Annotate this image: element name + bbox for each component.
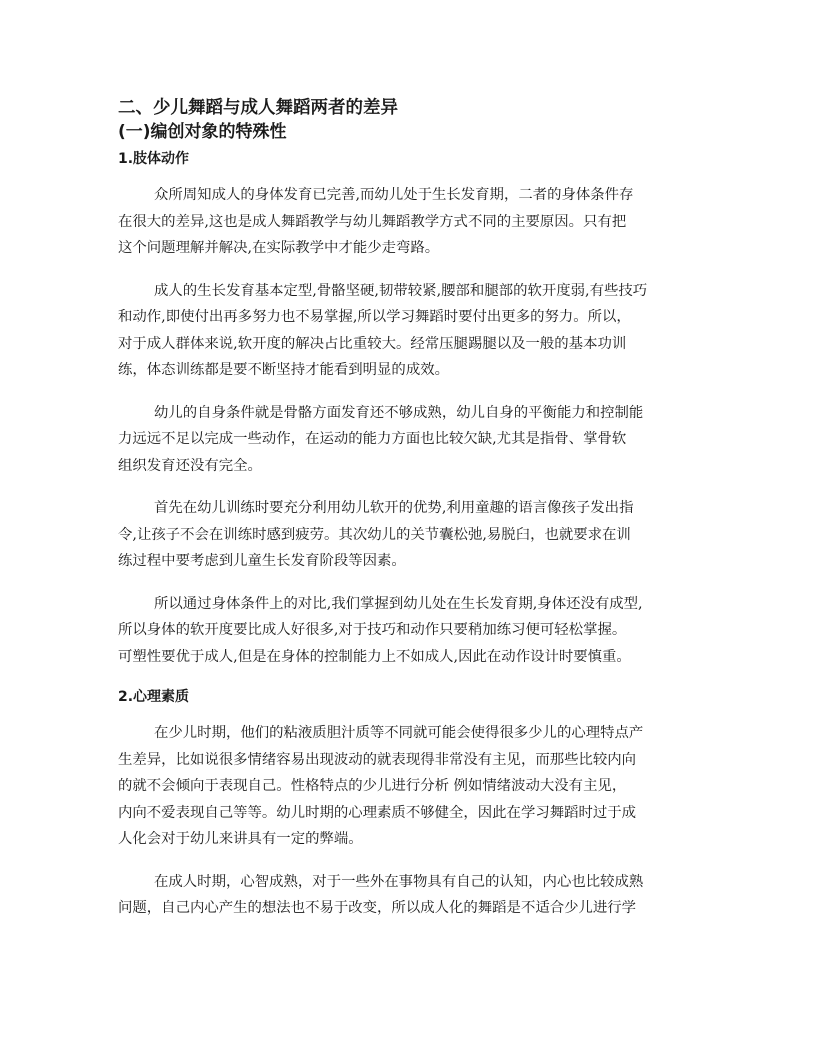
paragraph [118,495,688,575]
paragraph-line: 令,让孩子不会在训练时感到疲劳。其次幼儿的关节囊松弛,易脱臼，也就要求在训 [118,526,631,543]
paragraph-line: 成人的生长发育基本定型,骨骼坚硬,韧带较紧,腰部和腿部的软开度弱,有些技巧 [154,282,648,299]
paragraph-line: 组织发育还没有完全。 [118,457,262,474]
paragraph-line: 可塑性要优于成人,但是在身体的控制能力上不如成人,因此在动作设计时要慎重。 [118,648,631,665]
topic-heading-psychology: 2.心理素质 [118,689,190,705]
paragraph [118,591,688,671]
subsection-heading: (一)编创对象的特殊性 [118,122,287,142]
document-body [118,96,688,922]
paragraph-line: 对于成人群体来说,软开度的解决占比重较大。经常压腿踢腿以及一般的基本功训 [118,335,627,352]
paragraph-line: 所以通过身体条件上的对比,我们掌握到幼儿处在生长发育期,身体还没有成型, [154,595,643,612]
paragraph-line: 练，体态训练都是要不断坚持才能看到明显的成效。 [118,362,449,378]
paragraph-line: 和动作,即使付出再多努力也不易掌握,所以学习舞蹈时要付出更多的努力。所以， [118,309,631,325]
paragraph-line: 在很大的差异,这也是成人舞蹈教学与幼儿舞蹈教学方式不同的主要原因。只有把 [118,213,627,230]
paragraph-line: 内向不爱表现自己等等。幼儿时期的心理素质不够健全，因此在学习舞蹈时过于成 [118,804,637,821]
topic-heading-body-movement: 1.肢体动作 [118,151,190,167]
paragraph-line: 幼儿的自身条件就是骨骼方面发育还不够成熟，幼儿自身的平衡能力和控制能 [154,404,644,421]
paragraph [118,720,688,853]
paragraph-line: 众所周知成人的身体发育已完善,而幼儿处于生长发育期，二者的身体条件存 [154,187,634,203]
paragraph-line: 练过程中要考虑到儿童生长发育阶段等因素。 [118,553,406,569]
paragraph-line: 这个问题理解并解决,在实际教学中才能少走弯路。 [118,240,440,256]
topic1-paragraphs [118,182,688,670]
section-heading: 二、少儿舞蹈与成人舞蹈两者的差异 [118,98,398,118]
paragraph-line: 的就不会倾向于表现自己。性格特点的少儿进行分析 例如情绪波动大没有主见， [118,778,627,794]
paragraph-line: 问题，自己内心产生的想法也不易于改变，所以成人化的舞蹈是不适合少儿进行学 [118,900,637,916]
paragraph-line: 首先在幼儿训练时要充分利用幼儿软开的优势,利用童趣的语言像孩子发出指 [154,500,634,516]
paragraph-line: 力远远不足以完成一些动作，在运动的能力方面也比较欠缺,尤其是指骨、掌骨软 [118,431,627,447]
paragraph-line: 人化会对于幼儿来讲具有一定的弊端。 [118,831,363,847]
paragraph [118,278,688,384]
paragraph [118,869,688,922]
paragraph-line: 生差异，比如说很多情绪容易出现波动的就表现得非常没有主见，而那些比较内向 [118,751,637,768]
paragraph-line: 在少儿时期，他们的粘液质胆汁质等不同就可能会使得很多少儿的心理特点产 [154,725,644,741]
topic2-paragraphs [118,720,688,922]
paragraph [118,400,688,480]
paragraph-line: 所以身体的软开度要比成人好很多,对于技巧和动作只要稍加练习便可轻松掌握。 [118,622,627,638]
paragraph-line: 在成人时期，心智成熟，对于一些外在事物具有自己的认知，内心也比较成熟 [154,873,644,890]
paragraph [118,182,688,262]
